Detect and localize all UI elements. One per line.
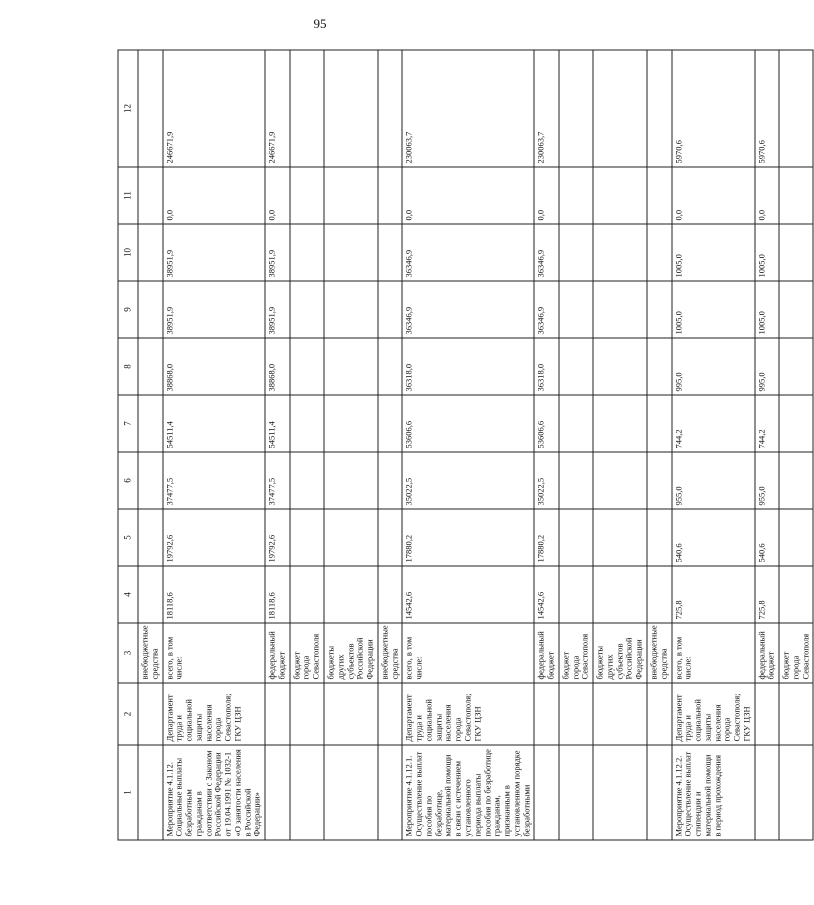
table-cell — [647, 50, 672, 167]
table-row — [378, 50, 403, 840]
table-cell — [779, 281, 813, 338]
column-header: 10 — [118, 224, 138, 281]
table-cell — [290, 509, 324, 566]
table-cell — [378, 224, 403, 281]
table-cell — [138, 566, 163, 623]
table-cell: 725,8 — [672, 566, 755, 623]
table-cell — [647, 338, 672, 395]
table-row — [534, 50, 559, 840]
table-cell — [378, 50, 403, 167]
table-cell — [779, 745, 813, 840]
table-cell — [324, 167, 378, 224]
table-cell — [647, 452, 672, 509]
table-row — [779, 50, 813, 840]
table-cell: 38868,0 — [163, 338, 266, 395]
table-cell — [559, 509, 593, 566]
table-cell: бюджеты других субъектов Российской Федерации — [324, 623, 378, 683]
table-cell: 0,0 — [755, 167, 780, 224]
budget-table — [118, 50, 814, 841]
table-cell — [265, 683, 290, 745]
table-cell: Департамент труда и социальной защиты населения города Севастополя; ГКУ ЦЗН — [672, 683, 755, 745]
table-cell — [138, 509, 163, 566]
table-cell: 725,8 — [755, 566, 780, 623]
table-cell: 19792,6 — [265, 509, 290, 566]
table-cell — [138, 395, 163, 452]
column-header: 9 — [118, 281, 138, 338]
table-row — [265, 50, 290, 840]
table-cell: 36346,9 — [534, 281, 559, 338]
table-cell — [559, 50, 593, 167]
table-cell: 230063,7 — [402, 50, 534, 167]
table-cell — [559, 683, 593, 745]
table-cell — [324, 50, 378, 167]
table-cell — [138, 683, 163, 745]
rotated-table-container — [118, 51, 811, 841]
table-body — [138, 50, 813, 840]
table-cell — [378, 683, 403, 745]
table-cell: внебюджетные средства — [378, 623, 403, 683]
table-cell — [378, 338, 403, 395]
table-cell: 36346,9 — [402, 224, 534, 281]
table-cell — [593, 452, 647, 509]
table-cell: 37477,5 — [265, 452, 290, 509]
table-cell: Департамент труда и социальной защиты населения города Севастополя; ГКУ ЦЗН — [402, 683, 534, 745]
table-cell: бюджет города Севастополя — [290, 623, 324, 683]
table-cell: 995,0 — [755, 338, 780, 395]
table-cell: Департамент труда и социальной защиты населения города Севастополя; ГКУ ЦЗН — [163, 683, 266, 745]
table-cell: 744,2 — [755, 395, 780, 452]
table-cell: бюджеты других субъектов Российской Федерации — [593, 623, 647, 683]
table-row — [672, 50, 755, 840]
table-row — [647, 50, 672, 840]
table-row — [755, 50, 780, 840]
table-cell: 5970,6 — [672, 50, 755, 167]
table-cell: 744,2 — [672, 395, 755, 452]
table-cell: бюджет города Севастополя — [779, 623, 813, 683]
table-cell: 17880,2 — [534, 509, 559, 566]
table-cell: 1005,0 — [672, 281, 755, 338]
table-cell — [593, 167, 647, 224]
table-cell — [324, 395, 378, 452]
table-cell — [755, 745, 780, 840]
table-cell — [534, 683, 559, 745]
table-cell — [593, 683, 647, 745]
table-cell — [290, 281, 324, 338]
column-header: 1 — [118, 745, 138, 840]
table-cell — [779, 338, 813, 395]
table-cell: 18118,6 — [163, 566, 266, 623]
table-cell: всего, в том числе: — [672, 623, 755, 683]
table-cell — [647, 683, 672, 745]
table-cell — [779, 167, 813, 224]
column-header: 3 — [118, 623, 138, 683]
table-row — [138, 50, 163, 840]
table-cell: федеральный бюджет — [265, 623, 290, 683]
table-cell — [593, 50, 647, 167]
table-cell — [324, 683, 378, 745]
table-cell — [559, 167, 593, 224]
table-cell — [138, 50, 163, 167]
table-cell — [593, 395, 647, 452]
table-cell — [593, 224, 647, 281]
table-cell: 38951,9 — [265, 224, 290, 281]
table-cell — [378, 395, 403, 452]
table-cell: 37477,5 — [163, 452, 266, 509]
table-cell — [378, 566, 403, 623]
table-cell: всего, в том числе: — [163, 623, 266, 683]
table-cell — [324, 452, 378, 509]
table-cell — [559, 566, 593, 623]
table-cell: 955,0 — [755, 452, 780, 509]
table-cell — [138, 167, 163, 224]
column-header: 2 — [118, 683, 138, 745]
table-cell: 540,6 — [755, 509, 780, 566]
table-cell: 54511,4 — [163, 395, 266, 452]
table-row — [402, 50, 534, 840]
table-cell — [779, 224, 813, 281]
table-cell — [593, 281, 647, 338]
table-cell: 995,0 — [672, 338, 755, 395]
table-cell: 36346,9 — [402, 281, 534, 338]
table-cell: Мероприятие 4.1.12.1. Осуществление выплат пособия по безработице, материальной помощи в связи с истечением установленного периода выплаты пособия по безработице гражданам, признанным в установленном порядке безработными — [402, 745, 534, 840]
column-header: 5 — [118, 509, 138, 566]
table-cell — [290, 683, 324, 745]
table-cell — [779, 50, 813, 167]
table-cell: 53606,6 — [534, 395, 559, 452]
table-cell — [755, 683, 780, 745]
table-cell: внебюджетные средства — [138, 623, 163, 683]
table-cell — [647, 745, 672, 840]
table-cell — [378, 452, 403, 509]
table-cell: 36318,0 — [534, 338, 559, 395]
table-cell — [647, 281, 672, 338]
table-cell — [647, 224, 672, 281]
table-cell: 230063,7 — [534, 50, 559, 167]
table-cell: 1005,0 — [672, 224, 755, 281]
table-cell — [290, 566, 324, 623]
table-cell: 0,0 — [402, 167, 534, 224]
table-cell — [290, 452, 324, 509]
table-cell: 0,0 — [163, 167, 266, 224]
table-cell — [378, 281, 403, 338]
table-cell: 14542,6 — [402, 566, 534, 623]
column-header: 7 — [118, 395, 138, 452]
table-cell — [324, 745, 378, 840]
table-row — [290, 50, 324, 840]
page-number: 95 — [313, 16, 327, 31]
column-header: 11 — [118, 167, 138, 224]
table-cell: федеральный бюджет — [534, 623, 559, 683]
table-cell: 1005,0 — [755, 281, 780, 338]
table-cell — [324, 338, 378, 395]
table-cell — [324, 281, 378, 338]
table-cell — [779, 683, 813, 745]
table-cell — [559, 395, 593, 452]
table-cell — [290, 338, 324, 395]
table-cell — [593, 338, 647, 395]
table-cell: 36318,0 — [402, 338, 534, 395]
table-cell: 35022,5 — [402, 452, 534, 509]
table-cell: 0,0 — [672, 167, 755, 224]
table-cell: 36346,9 — [534, 224, 559, 281]
table-row — [163, 50, 266, 840]
table-cell — [324, 224, 378, 281]
table-cell — [324, 566, 378, 623]
table-cell — [779, 452, 813, 509]
table-cell — [290, 745, 324, 840]
table-cell: 38868,0 — [265, 338, 290, 395]
column-header: 6 — [118, 452, 138, 509]
table-cell — [779, 509, 813, 566]
table-cell: 18118,6 — [265, 566, 290, 623]
table-cell — [138, 452, 163, 509]
table-cell — [559, 224, 593, 281]
table-cell: федеральный бюджет — [755, 623, 780, 683]
table-cell — [559, 338, 593, 395]
table-cell: бюджет города Севастополя — [559, 623, 593, 683]
table-cell: Мероприятие 4.1.12. Социальные выплаты безработным гражданам в соответствии с Законом Российской Федерации от 19.04.1991 № 1032-1 «О занятости населения в Российской Федерации» — [163, 745, 266, 840]
column-header: 12 — [118, 50, 138, 167]
table-cell — [138, 745, 163, 840]
table-cell — [290, 224, 324, 281]
table-cell — [559, 452, 593, 509]
table-cell: 35022,5 — [534, 452, 559, 509]
table-cell — [324, 509, 378, 566]
table-cell — [378, 167, 403, 224]
table-cell: 5970,6 — [755, 50, 780, 167]
table-cell: 38951,9 — [265, 281, 290, 338]
table-cell — [647, 395, 672, 452]
table-cell: всего, в том числе: — [402, 623, 534, 683]
column-header: 4 — [118, 566, 138, 623]
table-cell — [265, 745, 290, 840]
table-cell: 246671,9 — [163, 50, 266, 167]
table-row — [559, 50, 593, 840]
column-header: 8 — [118, 338, 138, 395]
table-cell — [559, 745, 593, 840]
table-cell: 0,0 — [534, 167, 559, 224]
table-cell: внебюджетные средства — [647, 623, 672, 683]
header-row — [118, 50, 138, 840]
table-cell — [779, 395, 813, 452]
table-cell: 1005,0 — [755, 224, 780, 281]
table-cell — [593, 745, 647, 840]
table-cell: 38951,9 — [163, 224, 266, 281]
table-cell — [647, 509, 672, 566]
table-cell: 53606,6 — [402, 395, 534, 452]
table-cell — [534, 745, 559, 840]
table-cell — [378, 509, 403, 566]
table-cell: 38951,9 — [163, 281, 266, 338]
table-row — [324, 50, 378, 840]
table-cell — [290, 395, 324, 452]
table-cell: 19792,6 — [163, 509, 266, 566]
table-cell — [138, 281, 163, 338]
table-cell: Мероприятие 4.1.12.2. Осуществление выплат стипендии и материальной помощи в период прохождения — [672, 745, 755, 840]
table-cell — [647, 167, 672, 224]
table-cell — [138, 224, 163, 281]
table-cell — [290, 167, 324, 224]
table-cell — [779, 566, 813, 623]
table-cell — [138, 338, 163, 395]
table-cell — [647, 566, 672, 623]
table-cell: 540,6 — [672, 509, 755, 566]
table-cell: 955,0 — [672, 452, 755, 509]
table-cell — [559, 281, 593, 338]
table-cell: 17880,2 — [402, 509, 534, 566]
table-cell: 14542,6 — [534, 566, 559, 623]
table-cell — [593, 566, 647, 623]
table-cell — [593, 509, 647, 566]
table-cell — [290, 50, 324, 167]
table-cell: 54511,4 — [265, 395, 290, 452]
table-cell — [378, 745, 403, 840]
table-row — [593, 50, 647, 840]
table-cell: 0,0 — [265, 167, 290, 224]
table-cell: 246671,9 — [265, 50, 290, 167]
